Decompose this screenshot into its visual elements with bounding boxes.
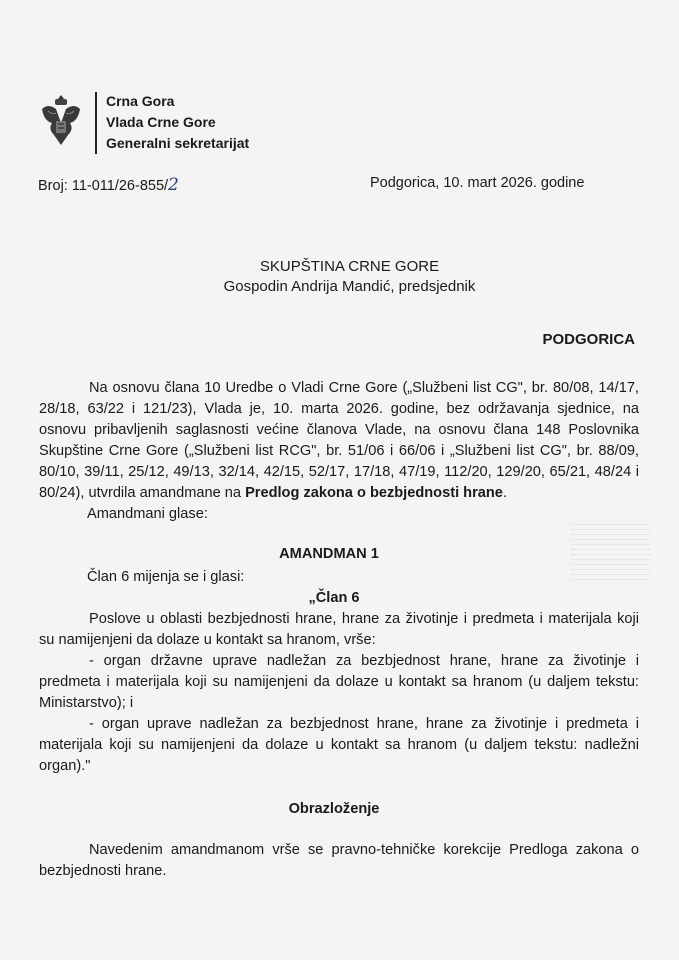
article-paragraph-2: - organ državne uprave nadležan za bezbjednost hrane, hrane za životinje i predmeta i materijala koji su namijenjeni da dolaze u kontakt sa hranom (u daljem tekstu: Ministarstvo); i xyxy=(39,653,639,711)
article-paragraph-3: - organ uprave nadležan za bezbjednost hrane, hrane za životinje i predmeta i materijala koji su namijenjeni da dolaze u kontakt sa hranom (u daljem tekstu: nadležni organ)." xyxy=(39,716,639,774)
amendment-change: Član 6 mijenja se i glasi: xyxy=(87,569,245,585)
coat-of-arms-icon xyxy=(38,93,84,149)
issuer-secretariat: Generalni sekretarijat xyxy=(106,135,250,151)
amendment-title: AMANDMAN 1 xyxy=(279,546,379,562)
scan-artifact xyxy=(570,520,650,580)
recipient-institution: SKUPŠTINA CRNE GORE xyxy=(259,258,440,275)
intro-paragraph xyxy=(39,378,639,504)
reference-number xyxy=(38,175,179,195)
reference-handwritten: 2 xyxy=(168,175,179,195)
reference-number-text: Broj: 11-011/26-855/ xyxy=(38,178,169,194)
amendments-intro: Amandmani glase: xyxy=(87,506,208,522)
explanation-title: Obrazloženje xyxy=(288,801,380,817)
issuer-country: Crna Gora xyxy=(106,93,175,109)
article-heading: „Član 6 xyxy=(308,590,360,606)
recipient-block xyxy=(0,257,679,297)
header-divider xyxy=(95,92,97,154)
intro-text: Na osnovu člana 10 Uredbe o Vladi Crne Gore („Službeni list CG", br. 80/08, 14/17, 28/18, 63/22 i 121/23), Vlada je, 10. marta 2026. godine, bez održavanja sjednice, na osnovu pribavljenih saglasnosti većine članova Vlade, na osnovu člana 148 Poslovnika Skupštine Crne Gore („Službeni list RCG", br. 51/06 i 66/06 i „Službeni list CG", br. 88/09, 80/10, 39/11, 25/12, 49/13, 32/14, 42/15, 52/17, 17/18, 47/19, 112/20, 129/20, 65/21, 48/24 i 80/24), utvrdila amandmane na xyxy=(39,380,639,501)
law-title: Predlog zakona o bezbjednosti hrane xyxy=(245,485,503,501)
issuer-block xyxy=(106,91,249,154)
issuer-government: Vlada Crne Gore xyxy=(106,114,216,130)
article-paragraph-1: Poslovе u oblasti bezbjednosti hrane, hrane za životinje i predmeta i materijala koji su namijenjeni da dolaze u kontakt sa hranom, vrše: xyxy=(39,611,639,648)
recipient-person: Gospodin Andrija Mandić, predsjednik xyxy=(223,278,476,295)
recipient-city: PODGORICA xyxy=(542,331,635,348)
document-date: Podgorica, 10. mart 2026. godine xyxy=(370,175,585,191)
intro-end: . xyxy=(502,485,507,501)
document-body xyxy=(39,378,639,882)
explanation-text: Navedenim amandmanom vrše se pravno-tehničke korekcije Predloga zakona o bezbjednosti hrane. xyxy=(39,842,639,879)
